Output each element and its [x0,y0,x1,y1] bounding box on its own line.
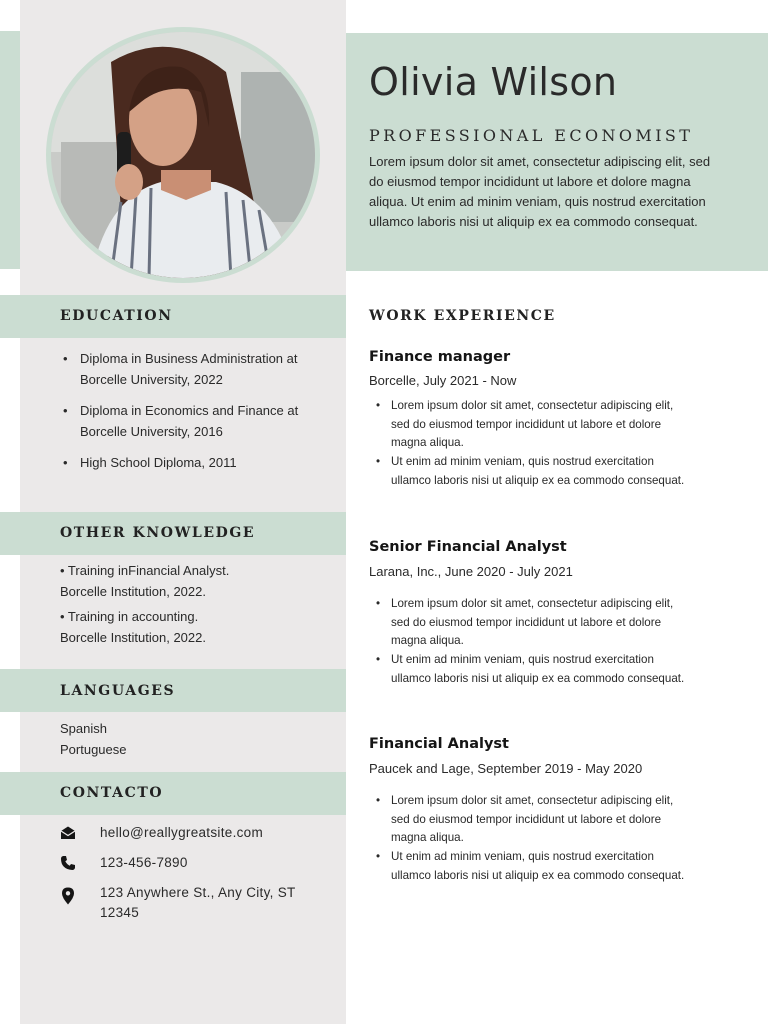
job-title: Senior Financial Analyst [369,539,567,555]
contact-email[interactable]: hello@reallygreatsite.com [100,825,264,840]
profile-photo [51,32,315,278]
accent-edge-strip [0,31,20,269]
job-title: Finance manager [369,349,511,365]
candidate-name: Olivia Wilson [369,60,618,104]
education-heading-band [0,295,346,338]
profile-summary: Lorem ipsum dolor sit amet, consectetur adipiscing elit, sed do eiusmod tempor incididunt ut labore et dolore magna aliqua. Ut enim ad minim veniam, quis nostrud exercitation ullamco laboris nisi ut aliquip ex ea commodo consequat. [369,154,711,229]
contact-address-row [60,883,340,925]
contact-address: 123 Anywhere St., Any City, ST 12345 [100,885,296,920]
job-bullets [374,792,694,886]
languages-heading: LANGUAGES [60,683,176,699]
language-item: Portuguese [60,742,127,757]
job-bullet: • Ut enim ad minim veniam, quis nostrud exercitation ullamco laboris nisi ut aliquip ex ea commodo consequat. [374,848,694,885]
envelope-icon [60,825,76,841]
knowledge-heading: OTHER KNOWLEDGE [60,525,256,541]
knowledge-item-title: • Training inFinancial Analyst. [60,563,230,578]
language-item: Spanish [60,721,107,736]
job-bullet: • Ut enim ad minim veniam, quis nostrud exercitation ullamco laboris nisi ut aliquip ex ea commodo consequat. [374,453,694,490]
knowledge-item [60,606,330,648]
knowledge-item-institution: Borcelle Institution, 2022. [60,630,206,645]
job-bullets [374,595,694,689]
knowledge-item-institution: Borcelle Institution, 2022. [60,584,206,599]
education-item: • Diploma in Economics and Finance at Borcelle University, 2016 [60,400,330,442]
contact-email-row [60,823,340,843]
job-bullet: • Lorem ipsum dolor sit amet, consectetur adipiscing elit, sed do eiusmod tempor incididunt ut labore et dolore magna aliqua. [374,397,694,453]
contact-phone-row [60,853,340,873]
contact-heading-band [0,772,346,815]
job-title: Financial Analyst [369,736,509,752]
knowledge-item [60,560,330,602]
education-list [60,348,330,483]
job-bullet: • Lorem ipsum dolor sit amet, consectetur adipiscing elit, sed do eiusmod tempor incididunt ut labore et dolore magna aliqua. [374,792,694,848]
education-item: • High School Diploma, 2011 [60,452,330,473]
contact-phone[interactable]: 123-456-7890 [100,855,188,870]
job-meta: Borcelle, July 2021 - Now [369,373,517,388]
phone-icon [60,855,76,871]
languages-list [60,718,127,760]
professional-title: PROFESSIONAL ECONOMIST [369,126,694,145]
job-meta: Paucek and Lage, September 2019 - May 2020 [369,761,643,776]
job-bullet: • Lorem ipsum dolor sit amet, consectetur adipiscing elit, sed do eiusmod tempor incididunt ut labore et dolore magna aliqua. [374,595,694,651]
job-bullets [374,397,694,491]
education-heading: EDUCATION [60,308,173,324]
location-pin-icon [60,887,76,903]
job-bullet: • Ut enim ad minim veniam, quis nostrud exercitation ullamco laboris nisi ut aliquip ex ea commodo consequat. [374,651,694,688]
knowledge-list [60,560,330,652]
job-meta: Larana, Inc., June 2020 - July 2021 [369,564,573,579]
knowledge-item-title: • Training in accounting. [60,609,199,624]
work-experience-heading: WORK EXPERIENCE [369,308,556,324]
contact-heading: CONTACTO [60,785,164,801]
education-item: • Diploma in Business Administration at Borcelle University, 2022 [60,348,330,390]
